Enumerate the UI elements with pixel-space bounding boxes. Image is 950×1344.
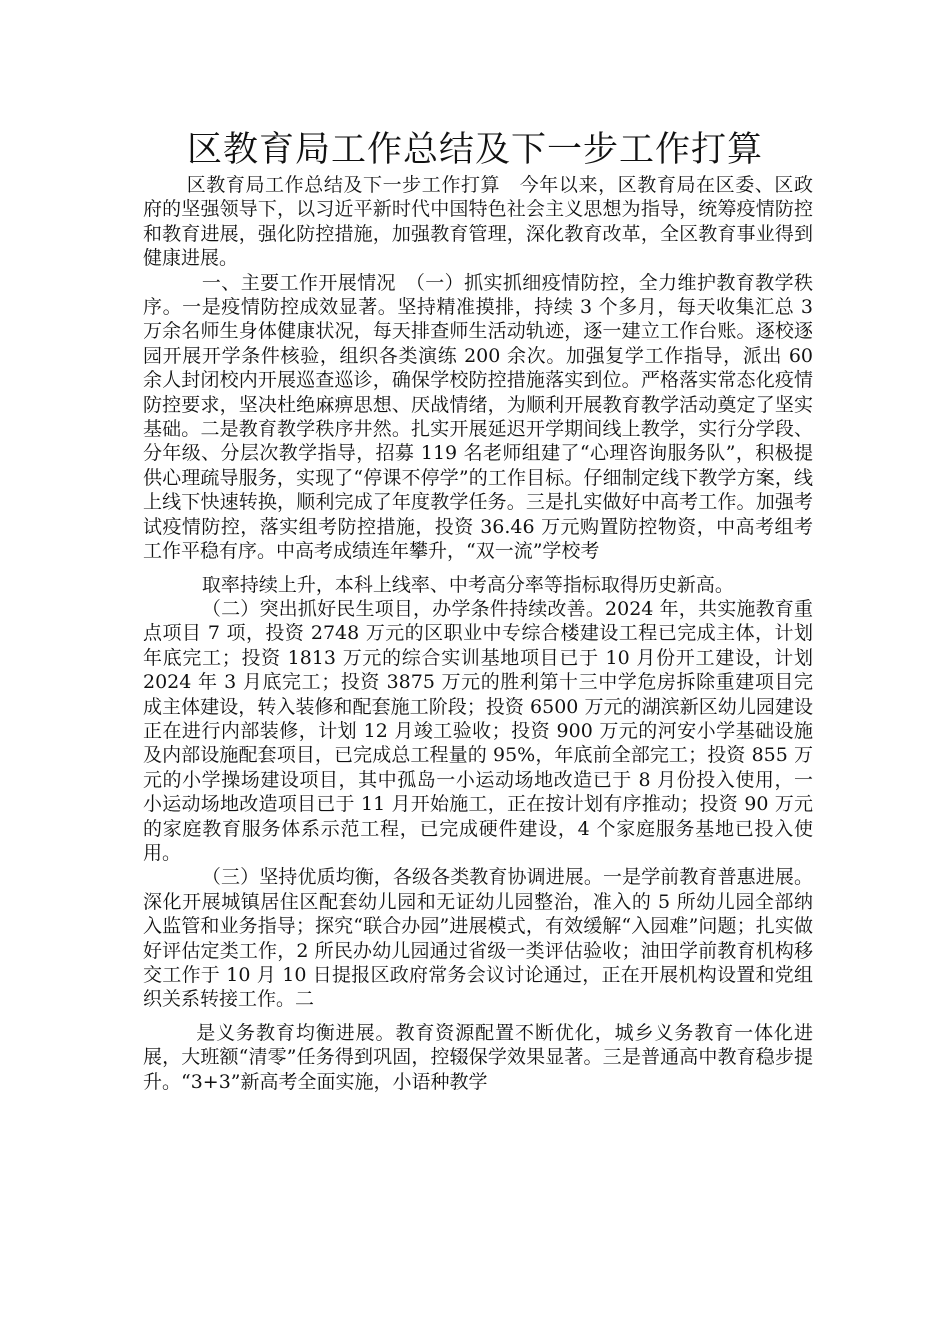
paragraph-epidemic-control: 一、主要工作开展情况 （一）抓实抓细疫情防控，全力维护教育教学秩序。一是疫情防控成效显著。坚持精准摸排，持续 3 个多月，每天收集汇总 3 万余名师生身体健康状况，每天排查师生活动轨迹，逐一建立工作台账。逐校逐园开展开学条件核验，组织各类演练 200 余次。加强复学工作指导，派出 60 余人封闭校内开展巡查巡诊，确保学校防控措施落实到位。严格落实常态化疫情防控要求，坚决杜绝麻痹思想、厌战情绪，为顺利开展教育教学活动奠定了坚实基础。二是教育教学秩序井然。扎实开展延迟开学期间线上教学，实行分学段、分年级、分层次教学指导，招募 119 名老师组建了“心理咨询服务队”，积极提供心理疏导服务，实现了“停课不停学”的工作目标。仔细制定线下教学方案，线上线下快速转换，顺利完成了年度教学任务。三是扎实做好中高考工作。加强考试疫情防控，落实组考防控措施，投资 36.46 万元购置防控物资，中高考组考工作平稳有序。中高考成绩连年攀升，“双一流”学校考 [143, 271, 813, 563]
paragraph-intro: 区教育局工作总结及下一步工作打算 今年以来，区教育局在区委、区政府的坚强领导下，以习近平新时代中国特色社会主义思想为指导，统筹疫情防控和教育进展，强化防控措施，加强教育管理，深化教育改革，全区教育事业得到健康进展。 [143, 174, 813, 270]
document-title: 区教育局工作总结及下一步工作打算 [186, 130, 763, 170]
paragraph-compulsory-education: 是义务教育均衡进展。教育资源配置不断优化，城乡义务教育一体化进展，大班额“清零”任务得到巩固，控辍保学效果显著。三是普通高中教育稳步提升。“3+3”新高考全面实施，小语种教学 [143, 1021, 813, 1093]
document-body [143, 173, 813, 1094]
paragraph-balanced-development: （三）坚持优质均衡，各级各类教育协调进展。一是学前教育普惠进展。深化开展城镇居住区配套幼儿园和无证幼儿园整治，准入的 5 所幼儿园全部纳入监管和业务指导；探究“联合办园”进展模式，有效缓解“入园难”问题；扎实做好评估定类工作，2 所民办幼儿园通过省级一类评估验收；油田学前教育机构移交工作于 10 月 10 日提报区政府常务会议讨论通过，正在开展机构设置和党组织关系转接工作。二 [143, 866, 813, 1011]
paragraph-livelihood-projects: （二）突出抓好民生项目，办学条件持续改善。2024 年，共实施教育重点项目 7 项，投资 2748 万元的区职业中专综合楼建设工程已完成主体，计划年底完工；投资 1813 万元的综合实训基地项目已于 10 月份开工建设，计划 2024 年 3 月底完工；投资 3875 万元的胜利第十三中学危房拆除重建项目完成主体建设，转入装修和配套施工阶段；投资 6500 万元的湖滨新区幼儿园建设正在进行内部装修，计划 12 月竣工验收；投资 900 万元的河安小学基础设施及内部设施配套项目，已完成总工程量的 95%，年底前全部完工；投资 855 万元的小学操场建设项目，其中孤岛一小运动场地改造已于 8 月份投入使用，一小运动场地改造项目已于 11 月开始施工，正在按计划有序推动；投资 90 万元的家庭教育服务体系示范工程，已完成硬件建设，4 个家庭服务基地已投入使用。 [143, 597, 813, 864]
paragraph-admission-rate: 取率持续上升，本科上线率、中考高分率等指标取得历史新高。 [201, 573, 734, 596]
